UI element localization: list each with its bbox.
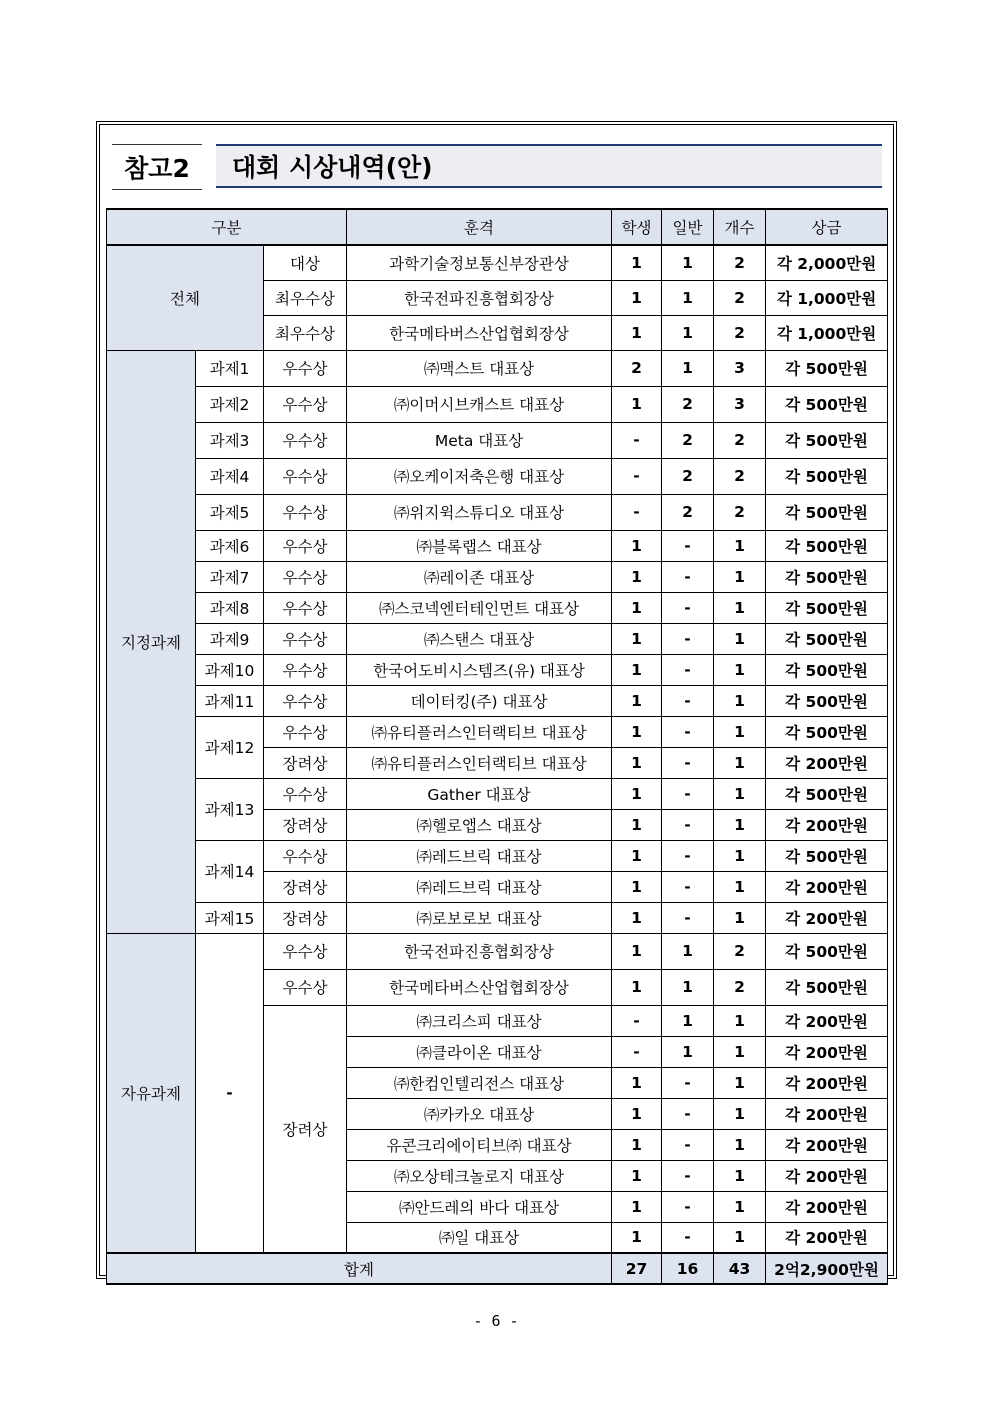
award-cell: 데이터킹(주) 대표상 bbox=[347, 685, 612, 716]
general-cell: - bbox=[662, 1067, 714, 1098]
award-cell: ㈜유티플러스인터랙티브 대표상 bbox=[347, 747, 612, 778]
prize-cell: 각 200만원 bbox=[766, 747, 888, 778]
general-cell: 1 bbox=[662, 1036, 714, 1067]
prize-cell: 각 500만원 bbox=[766, 350, 888, 386]
general-cell: 1 bbox=[662, 1005, 714, 1036]
count-cell: 1 bbox=[714, 1222, 766, 1253]
heading-title: 대회 시상내역(안) bbox=[216, 144, 882, 188]
count-cell: 1 bbox=[714, 685, 766, 716]
table-row bbox=[107, 422, 888, 458]
prize-cell: 각 500만원 bbox=[766, 530, 888, 561]
student-cell: - bbox=[612, 1036, 662, 1067]
prize-cell: 각 200만원 bbox=[766, 1191, 888, 1222]
total-prize: 2억2,900만원 bbox=[766, 1253, 888, 1284]
table-body bbox=[107, 245, 888, 1284]
grade-cell: 우수상 bbox=[264, 623, 347, 654]
general-cell: 1 bbox=[662, 245, 714, 280]
count-cell: 1 bbox=[714, 561, 766, 592]
task-cell: 과제3 bbox=[196, 422, 264, 458]
free-task-cell: - bbox=[196, 933, 264, 1253]
count-cell: 2 bbox=[714, 245, 766, 280]
student-cell: - bbox=[612, 1005, 662, 1036]
count-cell: 1 bbox=[714, 530, 766, 561]
prize-cell: 각 500만원 bbox=[766, 716, 888, 747]
total-student: 27 bbox=[612, 1253, 662, 1284]
general-cell: - bbox=[662, 716, 714, 747]
table-row bbox=[107, 245, 888, 280]
task-cell: 과제7 bbox=[196, 561, 264, 592]
award-cell: ㈜오상테크놀로지 대표상 bbox=[347, 1160, 612, 1191]
grade-cell: 우수상 bbox=[264, 933, 347, 969]
student-cell: 1 bbox=[612, 933, 662, 969]
grade-cell: 우수상 bbox=[264, 422, 347, 458]
student-cell: 1 bbox=[612, 1098, 662, 1129]
count-cell: 2 bbox=[714, 458, 766, 494]
award-cell: ㈜헬로앱스 대표상 bbox=[347, 809, 612, 840]
general-cell: - bbox=[662, 685, 714, 716]
student-cell: 1 bbox=[612, 561, 662, 592]
general-cell: - bbox=[662, 561, 714, 592]
award-cell: ㈜이머시브캐스트 대표상 bbox=[347, 386, 612, 422]
grade-cell: 우수상 bbox=[264, 561, 347, 592]
student-cell: 1 bbox=[612, 1129, 662, 1160]
prize-cell: 각 200만원 bbox=[766, 902, 888, 933]
count-cell: 1 bbox=[714, 1067, 766, 1098]
grade-cell: 우수상 bbox=[264, 654, 347, 685]
header-prize: 상금 bbox=[766, 209, 888, 245]
grade-cell: 우수상 bbox=[264, 716, 347, 747]
prize-cell: 각 200만원 bbox=[766, 1160, 888, 1191]
total-count: 43 bbox=[714, 1253, 766, 1284]
header-count: 개수 bbox=[714, 209, 766, 245]
table-row bbox=[107, 350, 888, 386]
award-cell: ㈜레이존 대표상 bbox=[347, 561, 612, 592]
award-cell: ㈜로보로보 대표상 bbox=[347, 902, 612, 933]
count-cell: 1 bbox=[714, 1036, 766, 1067]
award-cell: ㈜레드브릭 대표상 bbox=[347, 871, 612, 902]
table-row bbox=[107, 716, 888, 747]
count-cell: 1 bbox=[714, 809, 766, 840]
table-row bbox=[107, 902, 888, 933]
award-cell: 한국어도비시스템즈(유) 대표상 bbox=[347, 654, 612, 685]
grade-cell: 우수상 bbox=[264, 494, 347, 530]
general-cell: - bbox=[662, 623, 714, 654]
student-cell: 1 bbox=[612, 530, 662, 561]
grade-cell: 장려상 bbox=[264, 747, 347, 778]
award-cell: ㈜클라이온 대표상 bbox=[347, 1036, 612, 1067]
task-cell: 과제8 bbox=[196, 592, 264, 623]
count-cell: 2 bbox=[714, 422, 766, 458]
prize-cell: 각 500만원 bbox=[766, 561, 888, 592]
task-cell: 과제10 bbox=[196, 654, 264, 685]
count-cell: 1 bbox=[714, 1129, 766, 1160]
count-cell: 2 bbox=[714, 933, 766, 969]
general-cell: 1 bbox=[662, 933, 714, 969]
task-cell: 과제1 bbox=[196, 350, 264, 386]
student-cell: 1 bbox=[612, 386, 662, 422]
award-cell: ㈜위지윅스튜디오 대표상 bbox=[347, 494, 612, 530]
total-label: 합계 bbox=[107, 1253, 612, 1284]
count-cell: 1 bbox=[714, 840, 766, 871]
table-row bbox=[107, 933, 888, 969]
grade-cell: 장려상 bbox=[264, 871, 347, 902]
prize-cell: 각 200만원 bbox=[766, 1222, 888, 1253]
header-row bbox=[107, 209, 888, 245]
student-cell: 1 bbox=[612, 747, 662, 778]
count-cell: 1 bbox=[714, 1098, 766, 1129]
award-cell: 한국메타버스산업협회장상 bbox=[347, 969, 612, 1005]
general-cell: - bbox=[662, 592, 714, 623]
award-cell: 한국전파진흥협회장상 bbox=[347, 933, 612, 969]
count-cell: 1 bbox=[714, 716, 766, 747]
table-row bbox=[107, 654, 888, 685]
prize-cell: 각 500만원 bbox=[766, 778, 888, 809]
encouragement-grade-cell: 장려상 bbox=[264, 1005, 347, 1253]
award-cell: 과학기술정보통신부장관상 bbox=[347, 245, 612, 280]
general-cell: 1 bbox=[662, 315, 714, 350]
student-cell: - bbox=[612, 458, 662, 494]
student-cell: 1 bbox=[612, 1067, 662, 1098]
count-cell: 1 bbox=[714, 778, 766, 809]
general-cell: - bbox=[662, 871, 714, 902]
general-cell: - bbox=[662, 809, 714, 840]
table-row bbox=[107, 561, 888, 592]
grade-cell: 우수상 bbox=[264, 840, 347, 871]
student-cell: 1 bbox=[612, 623, 662, 654]
total-row bbox=[107, 1253, 888, 1284]
award-cell: ㈜블록랩스 대표상 bbox=[347, 530, 612, 561]
grade-cell: 우수상 bbox=[264, 386, 347, 422]
count-cell: 1 bbox=[714, 1005, 766, 1036]
prize-cell: 각 500만원 bbox=[766, 458, 888, 494]
award-cell: ㈜안드레의 바다 대표상 bbox=[347, 1191, 612, 1222]
prize-cell: 각 200만원 bbox=[766, 1036, 888, 1067]
student-cell: 1 bbox=[612, 315, 662, 350]
prize-cell: 각 500만원 bbox=[766, 592, 888, 623]
student-cell: 1 bbox=[612, 1160, 662, 1191]
prize-cell: 각 200만원 bbox=[766, 871, 888, 902]
prize-cell: 각 2,000만원 bbox=[766, 245, 888, 280]
prize-cell: 각 200만원 bbox=[766, 809, 888, 840]
task-cell: 과제9 bbox=[196, 623, 264, 654]
general-cell: - bbox=[662, 654, 714, 685]
header-general: 일반 bbox=[662, 209, 714, 245]
prize-cell: 각 500만원 bbox=[766, 840, 888, 871]
heading-ref: 참고2 bbox=[112, 144, 202, 190]
general-cell: - bbox=[662, 1160, 714, 1191]
grade-cell: 우수상 bbox=[264, 969, 347, 1005]
count-cell: 2 bbox=[714, 315, 766, 350]
header-student: 학생 bbox=[612, 209, 662, 245]
designated-label: 지정과제 bbox=[107, 350, 196, 933]
general-cell: 2 bbox=[662, 386, 714, 422]
prize-cell: 각 500만원 bbox=[766, 422, 888, 458]
task-cell: 과제13 bbox=[196, 778, 264, 840]
free-label: 자유과제 bbox=[107, 933, 196, 1253]
student-cell: - bbox=[612, 494, 662, 530]
award-cell: 유콘크리에이티브㈜ 대표상 bbox=[347, 1129, 612, 1160]
overall-label: 전체 bbox=[107, 245, 264, 350]
grade-cell: 우수상 bbox=[264, 685, 347, 716]
grade-cell: 우수상 bbox=[264, 592, 347, 623]
table-row bbox=[107, 592, 888, 623]
general-cell: 1 bbox=[662, 350, 714, 386]
count-cell: 1 bbox=[714, 654, 766, 685]
award-cell: ㈜맥스트 대표상 bbox=[347, 350, 612, 386]
count-cell: 1 bbox=[714, 623, 766, 654]
count-cell: 2 bbox=[714, 280, 766, 315]
general-cell: - bbox=[662, 1222, 714, 1253]
count-cell: 3 bbox=[714, 386, 766, 422]
student-cell: 2 bbox=[612, 350, 662, 386]
task-cell: 과제14 bbox=[196, 840, 264, 902]
student-cell: 1 bbox=[612, 654, 662, 685]
student-cell: 1 bbox=[612, 902, 662, 933]
grade-cell: 우수상 bbox=[264, 458, 347, 494]
prize-cell: 각 500만원 bbox=[766, 685, 888, 716]
grade-cell: 우수상 bbox=[264, 350, 347, 386]
task-cell: 과제4 bbox=[196, 458, 264, 494]
award-cell: ㈜레드브릭 대표상 bbox=[347, 840, 612, 871]
table-row bbox=[107, 778, 888, 809]
task-cell: 과제12 bbox=[196, 716, 264, 778]
awards-table bbox=[106, 208, 888, 1285]
award-cell: ㈜스탠스 대표상 bbox=[347, 623, 612, 654]
table-row bbox=[107, 530, 888, 561]
prize-cell: 각 500만원 bbox=[766, 654, 888, 685]
student-cell: 1 bbox=[612, 871, 662, 902]
student-cell: 1 bbox=[612, 778, 662, 809]
student-cell: 1 bbox=[612, 809, 662, 840]
table-row bbox=[107, 685, 888, 716]
award-cell: 한국전파진흥협회장상 bbox=[347, 280, 612, 315]
student-cell: 1 bbox=[612, 1191, 662, 1222]
header-category: 구분 bbox=[107, 209, 347, 245]
count-cell: 1 bbox=[714, 871, 766, 902]
award-cell: ㈜한컴인텔리전스 대표상 bbox=[347, 1067, 612, 1098]
general-cell: - bbox=[662, 840, 714, 871]
table-row bbox=[107, 494, 888, 530]
general-cell: - bbox=[662, 1098, 714, 1129]
table-row bbox=[107, 623, 888, 654]
prize-cell: 각 500만원 bbox=[766, 623, 888, 654]
general-cell: - bbox=[662, 530, 714, 561]
prize-cell: 각 1,000만원 bbox=[766, 315, 888, 350]
task-cell: 과제6 bbox=[196, 530, 264, 561]
prize-cell: 각 200만원 bbox=[766, 1067, 888, 1098]
count-cell: 1 bbox=[714, 592, 766, 623]
student-cell: - bbox=[612, 422, 662, 458]
student-cell: 1 bbox=[612, 1222, 662, 1253]
count-cell: 1 bbox=[714, 1160, 766, 1191]
grade-cell: 우수상 bbox=[264, 778, 347, 809]
grade-cell: 대상 bbox=[264, 245, 347, 280]
task-cell: 과제11 bbox=[196, 685, 264, 716]
general-cell: 2 bbox=[662, 494, 714, 530]
award-cell: 한국메타버스산업협회장상 bbox=[347, 315, 612, 350]
count-cell: 1 bbox=[714, 1191, 766, 1222]
count-cell: 2 bbox=[714, 969, 766, 1005]
prize-cell: 각 500만원 bbox=[766, 494, 888, 530]
general-cell: - bbox=[662, 778, 714, 809]
general-cell: 1 bbox=[662, 969, 714, 1005]
general-cell: 2 bbox=[662, 458, 714, 494]
award-cell: Gather 대표상 bbox=[347, 778, 612, 809]
grade-cell: 우수상 bbox=[264, 530, 347, 561]
prize-cell: 각 500만원 bbox=[766, 933, 888, 969]
table-row bbox=[107, 458, 888, 494]
prize-cell: 각 1,000만원 bbox=[766, 280, 888, 315]
count-cell: 1 bbox=[714, 902, 766, 933]
count-cell: 3 bbox=[714, 350, 766, 386]
grade-cell: 최우수상 bbox=[264, 315, 347, 350]
student-cell: 1 bbox=[612, 969, 662, 1005]
student-cell: 1 bbox=[612, 685, 662, 716]
page-number: - 6 - bbox=[473, 1312, 519, 1330]
table-row bbox=[107, 840, 888, 871]
general-cell: - bbox=[662, 902, 714, 933]
task-cell: 과제5 bbox=[196, 494, 264, 530]
prize-cell: 각 500만원 bbox=[766, 386, 888, 422]
award-cell: ㈜크리스피 대표상 bbox=[347, 1005, 612, 1036]
general-cell: - bbox=[662, 1191, 714, 1222]
count-cell: 1 bbox=[714, 747, 766, 778]
student-cell: 1 bbox=[612, 280, 662, 315]
general-cell: - bbox=[662, 1129, 714, 1160]
prize-cell: 각 200만원 bbox=[766, 1098, 888, 1129]
task-cell: 과제15 bbox=[196, 902, 264, 933]
header-award: 훈격 bbox=[347, 209, 612, 245]
prize-cell: 각 200만원 bbox=[766, 1129, 888, 1160]
prize-cell: 각 500만원 bbox=[766, 969, 888, 1005]
table-row bbox=[107, 386, 888, 422]
award-cell: ㈜오케이저축은행 대표상 bbox=[347, 458, 612, 494]
grade-cell: 최우수상 bbox=[264, 280, 347, 315]
award-cell: ㈜카카오 대표상 bbox=[347, 1098, 612, 1129]
award-cell: ㈜스코넥엔터테인먼트 대표상 bbox=[347, 592, 612, 623]
student-cell: 1 bbox=[612, 592, 662, 623]
general-cell: 1 bbox=[662, 280, 714, 315]
general-cell: - bbox=[662, 747, 714, 778]
grade-cell: 장려상 bbox=[264, 809, 347, 840]
total-general: 16 bbox=[662, 1253, 714, 1284]
student-cell: 1 bbox=[612, 840, 662, 871]
grade-cell: 장려상 bbox=[264, 902, 347, 933]
prize-cell: 각 200만원 bbox=[766, 1005, 888, 1036]
award-cell: ㈜유티플러스인터랙티브 대표상 bbox=[347, 716, 612, 747]
student-cell: 1 bbox=[612, 716, 662, 747]
count-cell: 2 bbox=[714, 494, 766, 530]
general-cell: 2 bbox=[662, 422, 714, 458]
task-cell: 과제2 bbox=[196, 386, 264, 422]
award-cell: Meta 대표상 bbox=[347, 422, 612, 458]
award-cell: ㈜일 대표상 bbox=[347, 1222, 612, 1253]
student-cell: 1 bbox=[612, 245, 662, 280]
